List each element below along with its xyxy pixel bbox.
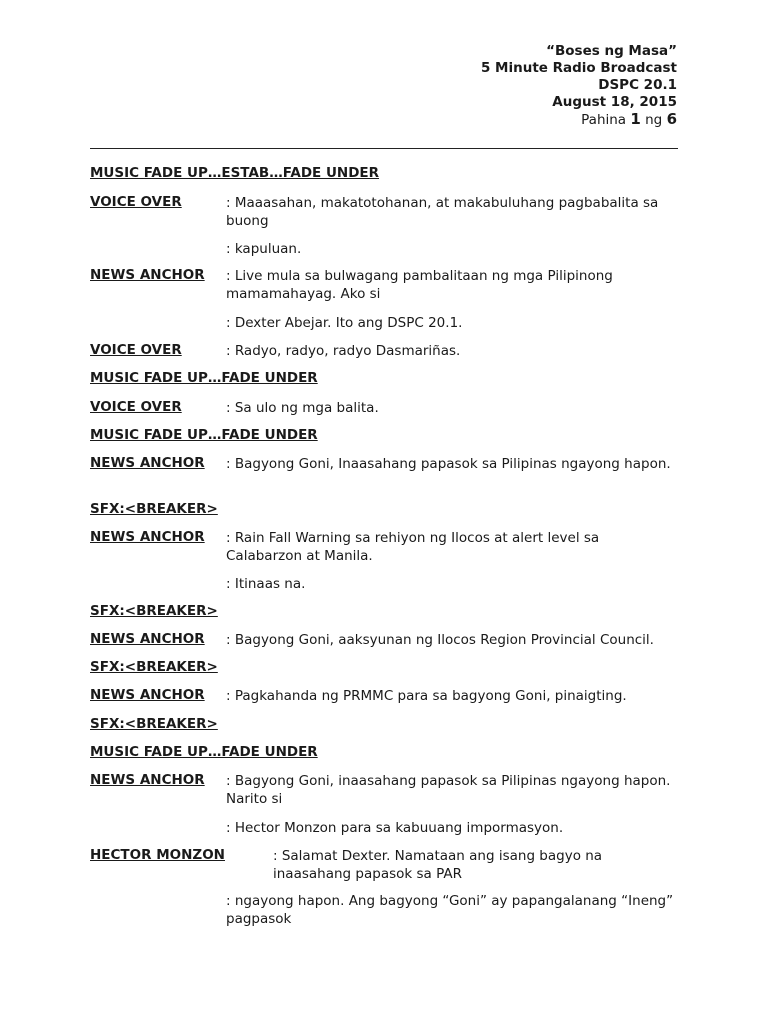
cue-label: SFX:<BREAKER> (90, 716, 218, 732)
cue-label: SFX:<BREAKER> (90, 659, 218, 675)
cue-label: MUSIC FADE UP…FADE UNDER (90, 370, 318, 386)
speaker-label: VOICE OVER (90, 194, 182, 210)
line-text: : Rain Fall Warning sa rehiyon ng Ilocos at alert level sa Calabarzon at Manila. (226, 530, 600, 564)
cue-label: SFX:<BREAKER> (90, 501, 218, 517)
page-total: 6 (666, 110, 677, 128)
line-text: : Itinaas na. (226, 576, 306, 592)
line-text: : Bagyong Goni, inaasahang papasok sa Pilipinas ngayong hapon. Narito si (226, 773, 671, 807)
header-divider (90, 148, 678, 149)
line-text: : Salamat Dexter. Namataan ang isang bagyo na inaasahang papasok sa PAR (273, 848, 603, 882)
speaker-label: NEWS ANCHOR (90, 631, 205, 647)
speaker-label: NEWS ANCHOR (90, 267, 205, 283)
line-text: : Live mula sa bulwagang pambalitaan ng mga Pilipinong mamamahayag. Ako si (226, 268, 613, 302)
speaker-label: NEWS ANCHOR (90, 529, 205, 545)
line-text: : Pagkahanda ng PRMMC para sa bagyong Goni, pinaigting. (226, 688, 627, 704)
speaker-label: VOICE OVER (90, 399, 182, 415)
line-text: : kapuluan. (226, 241, 302, 257)
line-text: : ngayong hapon. Ang bagyong “Goni” ay papangalanang “Ineng” pagpasok (226, 893, 674, 927)
speaker-label: VOICE OVER (90, 342, 182, 358)
line-text: : Sa ulo ng mga balita. (226, 400, 379, 416)
cue-label: SFX:<BREAKER> (90, 603, 218, 619)
cue-label: MUSIC FADE UP…FADE UNDER (90, 744, 318, 760)
show-subtitle: 5 Minute Radio Broadcast (480, 60, 677, 76)
page-indicator (481, 111, 677, 129)
speaker-label: NEWS ANCHOR (90, 772, 205, 788)
line-text: : Bagyong Goni, aaksyunan ng Ilocos Region Provincial Council. (226, 632, 654, 648)
line-text: : Maaasahan, makatotohanan, at makabuluhang pagbabalita sa buong (226, 195, 659, 229)
page-number: 1 (630, 110, 641, 128)
broadcast-date: August 18, 2015 (552, 94, 677, 110)
speaker-label: NEWS ANCHOR (90, 687, 205, 703)
show-title: “Boses ng Masa” (546, 43, 677, 59)
document-header (481, 43, 677, 129)
line-text: : Bagyong Goni, Inaasahang papasok sa Pilipinas ngayong hapon. (226, 456, 671, 472)
of-word: ng (645, 112, 663, 128)
page-word: Pahina (581, 112, 627, 128)
line-text: : Dexter Abejar. Ito ang DSPC 20.1. (226, 315, 463, 331)
program-name: DSPC 20.1 (598, 77, 677, 93)
line-text: : Hector Monzon para sa kabuuang impormasyon. (226, 820, 564, 836)
line-text: : Radyo, radyo, radyo Dasmariñas. (226, 343, 461, 359)
cue-label: MUSIC FADE UP…FADE UNDER (90, 427, 318, 443)
speaker-label: HECTOR MONZON (90, 847, 225, 863)
speaker-label: NEWS ANCHOR (90, 455, 205, 471)
cue-label: MUSIC FADE UP…ESTAB…FADE UNDER (90, 165, 380, 181)
